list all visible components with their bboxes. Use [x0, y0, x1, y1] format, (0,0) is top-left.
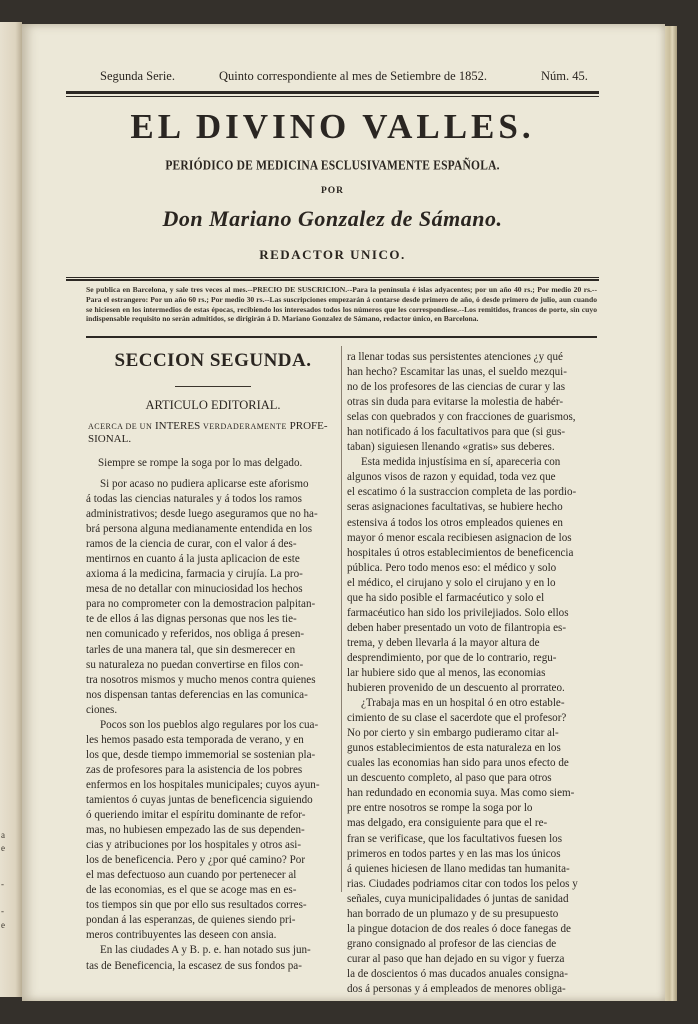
- text-line: mesa de no detallar con minuciosidad los hechos: [86, 583, 303, 596]
- text-line: otras sin duda para evitarse la molestia de habér-: [347, 396, 564, 409]
- text-line: les hemos pasado esta temporada de verano, y en: [86, 733, 304, 746]
- text-line: la pingue dotacion de dos reales ó doce fanegas de: [347, 922, 571, 935]
- subscription-notice: Se publica en Barcelona, y sale tres veces al mes.--PRECIO DE SUSCRICION.--Para la península é islas adyacentes; por un año 40 rs.; Por medio 20 rs.--Para el estrangero: Por un año 60 rs.; Por medio 30 rs.--Las suscripciones empezarán á contarse desde primero de año, ó desde primero de julio, aun cuando se hiciesen en los intermedios de estas épocas, recibiendo los interesados todos los números que les correspondiese.--Los remitidos, francos de porte, sin cuyo indispensable requisito no serán admitidos, se dirigirán á D. Mariano Gonzalez de Sámano, redactor único, en Barcelona.: [86, 285, 597, 324]
- text-line: Esta medida injustísima en sí, apareceria con: [361, 456, 561, 469]
- prev-page-fragment: -: [1, 906, 4, 916]
- header-rule-thin: [66, 96, 599, 97]
- text-line: trema, y deben llevarla á la mayor altura de: [347, 636, 540, 649]
- text-line: de las economias, es el que se acoge mas en es-: [86, 884, 297, 897]
- text-line: curar al paso que han dejado en su vigor y fuerza: [347, 952, 565, 965]
- text-line: han redundado en economia suya. Mas como siem-: [347, 787, 575, 800]
- prev-page-fragment: e: [1, 920, 5, 930]
- text-line: mentirnos en cuanto á la justa aplicacion de este: [86, 553, 300, 566]
- text-line: el mas defectuoso aun cuando por pertenecer al: [86, 869, 297, 882]
- text-line: cias y atribuciones por los hospitales y otros asi-: [86, 839, 302, 852]
- section-heading: SECCION SEGUNDA.: [114, 350, 312, 371]
- masthead-title: EL DIVINO VALLES.: [130, 107, 535, 146]
- text-line: que ha sido posible el farmacéutico y solo el: [347, 591, 545, 604]
- text-line: han borrado de un plumazo y de su presupuesto: [347, 907, 559, 920]
- issue-number: Núm. 45.: [541, 69, 588, 83]
- text-line: su naturaleza no puedan convertirse en filos con-: [86, 658, 304, 671]
- text-line: Pocos son los pueblos algo regulares por los cua-: [100, 718, 319, 731]
- text-line: á todas las ciencias naturales y á todos los ramos: [86, 493, 302, 506]
- text-line: tas de Beneficencia, la escasez de sus fondos pa-: [86, 959, 302, 972]
- text-line: primeros en todos partes y en las mas los únicos: [347, 847, 561, 860]
- prev-page-fragment: e: [1, 843, 5, 853]
- text-line: la de doscientos ó mas ducados anuales consigna-: [347, 967, 568, 980]
- article-subtitle: ACERCA DE UN INTERES VERDADERAMENTE PROFE- SIONAL.: [88, 420, 328, 445]
- issue-date: Quinto correspondiente al mes de Setiembre de 1852.: [219, 69, 487, 83]
- series-label: Segunda Serie.: [100, 69, 175, 83]
- text-line: nen comunicado y referidos, nos obliga á presen-: [86, 628, 305, 641]
- text-line: seras asignaciones facultativas, se hubiere hecho: [347, 501, 563, 514]
- text-line: pre entre nosotros se rompe la soga por lo: [347, 802, 533, 815]
- text-line: grano consignado al profesor de las ciencias de: [347, 937, 557, 950]
- text-line: mas delgado, era consiguiente para que el re-: [347, 817, 548, 830]
- notice-rule-top-2: [66, 279, 599, 281]
- text-line: señales, cuya municipalidades ó juntas de sanidad: [347, 892, 569, 905]
- masthead-author: Don Mariano Gonzalez de Sámano.: [162, 206, 503, 231]
- text-line: taban) siguiesen llenando «gratis» sus deberes.: [347, 441, 555, 454]
- masthead-redactor: REDACTOR UNICO.: [259, 247, 406, 262]
- notice-rule-bottom: [86, 336, 597, 338]
- text-line: farmacéutico han sido los privilejiados. Solo ellos: [347, 606, 569, 619]
- text-line: un descuento completo, al paso que para otros: [347, 772, 552, 785]
- text-line: selas con quebrados y con fracciones de guarismos,: [347, 411, 576, 424]
- text-line: pondan á las esperanzas, de quienes siendo pri-: [86, 914, 296, 927]
- text-line: cuales las economias han sido para unos efecto de: [347, 757, 569, 770]
- text-line: brá persona alguna medianamente entendida en los: [86, 523, 313, 536]
- text-line: los que, desde tiempo immemorial se sostenian pla-: [86, 748, 316, 761]
- text-line: No por cierto y sin embargo pudieramo citar al-: [347, 727, 559, 740]
- text-line: mas, no hubiesen empezado las de sus dependen-: [86, 824, 305, 837]
- text-line: han hecho? Escamitar las unas, el sueldo mezqui-: [347, 366, 567, 379]
- text-line: axioma á la medicina, farmacia y cirujía. La pro-: [86, 568, 303, 581]
- text-line: no de los profesores de las ciencias de curar y las: [347, 381, 566, 394]
- left-text-column: [86, 477, 338, 974]
- text-line: los de beneficencia. Pero y ¿por qué camino? Por: [86, 854, 306, 867]
- text-line: gunos establecimientos de esta naturaleza en los: [347, 742, 561, 755]
- text-line: mayor ó menor escala recibiesen asignacion de los: [347, 531, 572, 544]
- text-line: zas de profesores para la asistencia de los pobres: [86, 763, 303, 776]
- text-line: el escatimo ó la sustraccion completa de las pordio-: [347, 486, 577, 499]
- text-line: algunos visos de razon y equidad, toda vez que: [347, 471, 556, 484]
- text-line: tamientos ó cuyas juntas de beneficencia siguiendo: [86, 793, 313, 806]
- text-line: pública. Pero todo menos eso: el médico y solo: [347, 561, 557, 574]
- text-line: fran se verificase, que los facultativos fuesen los: [347, 832, 563, 845]
- masthead-subtitle: PERIÓDICO DE MEDICINA ESCLUSIVAMENTE ESPAÑOLA.: [165, 159, 500, 173]
- text-line: tos tiempos sin que por ello sus resultados corres-: [86, 899, 307, 912]
- header-rule-thick: [66, 91, 599, 94]
- page-edge: [665, 26, 677, 1001]
- text-line: tra nosotros mismos y mucho menos contra quienes: [86, 673, 316, 686]
- text-line: hospitales ú otros establecimientos de beneficencia: [347, 546, 574, 559]
- text-line: ramos de la ciencia de curar, con el valor á des-: [86, 538, 297, 551]
- text-line: ra llenar todas sus persistentes atenciones ¿y qué: [347, 351, 563, 363]
- text-line: dos á personas y á empleados de menores obliga-: [347, 982, 566, 995]
- notice-rule-top: [66, 277, 599, 278]
- text-line: meros contribuyentes las deseen con ansia.: [86, 929, 277, 942]
- text-line: rias. Ciudades podriamos citar con todos los pelos y: [347, 877, 578, 890]
- text-line: desprendimiento, por que de lo contrario, regu-: [347, 651, 557, 664]
- text-line: administrativos; desde luego aseguramos que no ha-: [86, 508, 318, 521]
- text-line: nos dispensan tantas deferencias en las comunica-: [86, 688, 308, 701]
- prev-page-fragment: a: [1, 830, 5, 840]
- text-line: cimiento de su clase el sacerdote que el profesor?: [347, 712, 567, 725]
- previous-page-edge: [0, 22, 22, 997]
- article-maxim: Siempre se rompe la soga por lo mas delgado.: [98, 457, 303, 469]
- masthead-por: POR: [320, 186, 345, 196]
- text-line: deben haber presentado un voto de filantropia es-: [347, 621, 567, 634]
- text-line: enfermos en los hospitales municipales; cuyos ayun-: [86, 778, 320, 791]
- text-line: Si por acaso no pudiera aplicarse este aforismo: [100, 478, 309, 490]
- text-line: han notificado á los facultativos para que (si gus-: [347, 426, 566, 439]
- text-line: lar hubiere sido que al menos, las economias: [347, 666, 546, 679]
- column-divider: [341, 346, 342, 892]
- text-line: ¿Trabaja mas en un hospital ó en otro estable-: [361, 697, 565, 710]
- text-line: para no comprometer con la demostracion palpitan-: [86, 598, 316, 611]
- text-line: hubieren provenido de un descuento al prorrateo.: [347, 682, 565, 695]
- text-line: el médico, el cirujano y solo el cirujano y en lo: [347, 576, 556, 589]
- text-line: En las ciudades A y B. p. e. han notado sus jun-: [100, 944, 311, 957]
- right-text-column: [347, 350, 600, 997]
- text-line: ó queriendo imitar el espíritu dominante de refor-: [86, 809, 306, 822]
- text-line: ciones.: [86, 703, 118, 716]
- text-line: á quienes hiciesen de llano medidas tan humanita-: [347, 862, 570, 875]
- text-line: estensiva á todos los otros empleados quienes en: [347, 516, 563, 529]
- article-heading: ARTICULO EDITORIAL.: [145, 398, 281, 412]
- heading-divider: [175, 386, 251, 387]
- prev-page-fragment: -: [1, 879, 4, 889]
- text-line: te de ellos á las dignas personas que nos les tie-: [86, 613, 297, 626]
- text-line: tarles de una manera tal, que sin desmerecer en: [86, 643, 296, 656]
